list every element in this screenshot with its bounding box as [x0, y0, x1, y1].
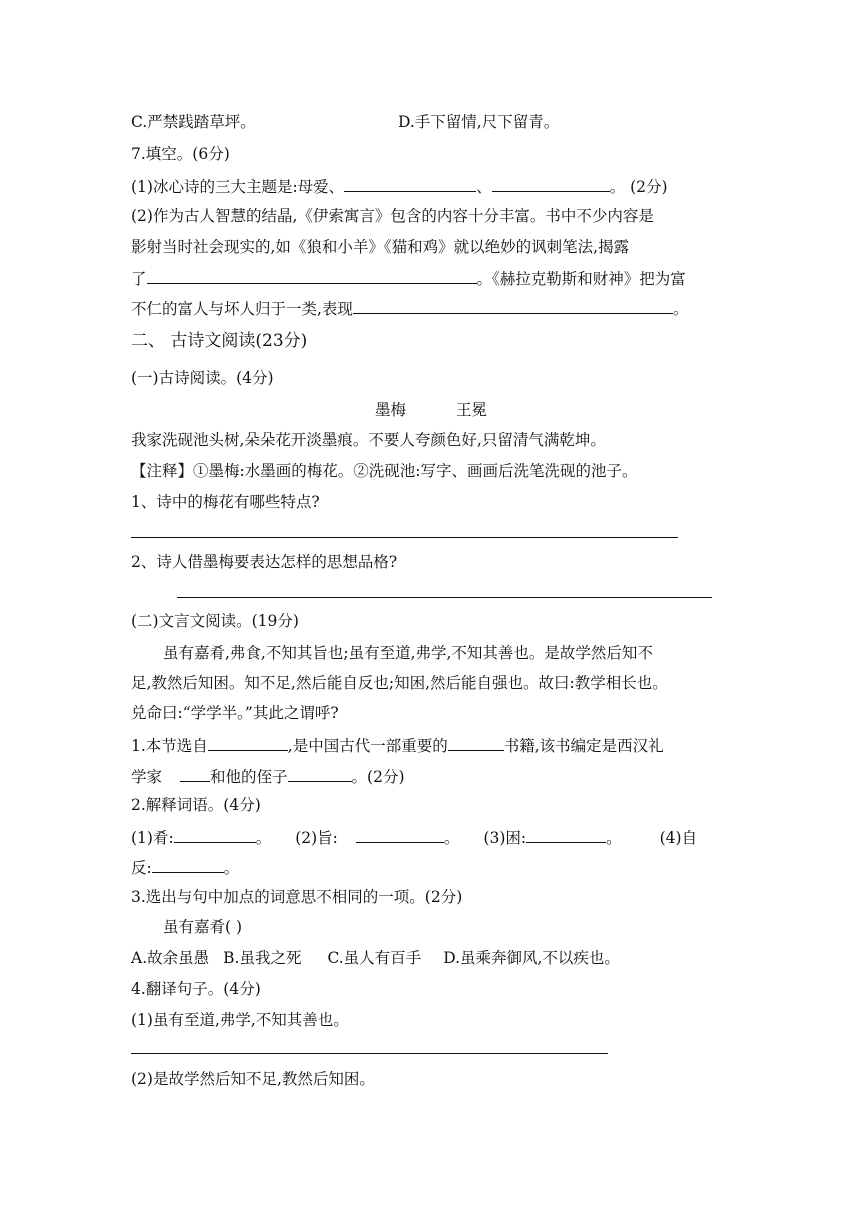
cq3-option-a: A.故余虽愚 — [131, 949, 210, 967]
cq2-items-cont — [131, 856, 239, 878]
answer-blank[interactable] — [180, 765, 210, 782]
cq2-item-4: (4)自 — [659, 829, 698, 847]
q7-part2-line4 — [131, 297, 688, 319]
answer-blank[interactable] — [353, 297, 673, 314]
q7-part2-text: 了 — [131, 270, 147, 288]
answer-blank[interactable] — [492, 175, 610, 192]
cq2-dot: 。 — [255, 829, 272, 847]
q7-part2-line3 — [131, 267, 686, 289]
answer-blank[interactable] — [448, 734, 504, 751]
classical-text-line3: 兑命曰:“学学半。”其此之谓呼? — [131, 704, 339, 722]
cq2-items — [131, 826, 697, 848]
classical-heading: (二)文言文阅读。(19分) — [131, 612, 299, 630]
cq4-title: 4.翻译句子。(4分) — [131, 980, 261, 998]
poem-heading: (一)古诗阅读。(4分) — [131, 369, 274, 387]
poem-note: 【注释】①墨梅:水墨画的梅花。②洗砚池:写字、画画后洗笔洗砚的池子。 — [131, 462, 638, 480]
cq3-sentence: 虽有嘉肴( ) — [163, 918, 243, 936]
answer-blank[interactable] — [147, 267, 477, 284]
q7-part2-end: 。 — [672, 300, 689, 318]
cq1-text: 1.本节选自 — [131, 737, 208, 755]
q7-part2-line1: (2)作为古人智慧的结晶,《伊索寓言》包含的内容十分丰富。书中不少内容是 — [131, 207, 654, 225]
cq4-item-1: (1)虽有至道,弗学,不知其善也。 — [131, 1011, 349, 1029]
cq1-line2 — [131, 765, 405, 787]
cq1-line1 — [131, 734, 664, 756]
q7-part2-text: 不仁的富人与坏人归于一类,表现 — [131, 300, 353, 318]
option-c: C.严禁践踏草坪。 — [131, 113, 256, 131]
q7-part1-end: 。 (2分) — [609, 178, 668, 196]
poem-question-2: 2、诗人借墨梅要表达怎样的思想品格? — [131, 553, 398, 571]
poem-author: 王冕 — [456, 401, 488, 419]
poem-title: 墨梅 — [375, 401, 407, 419]
cq2-title: 2.解释词语。(4分) — [131, 796, 261, 814]
q7-part2-line2: 影射当时社会现实的,如《狼和小羊》《猫和鸡》就以绝妙的讽刺笔法,揭露 — [131, 238, 630, 256]
cq1-text: ,是中国古代一部重要的 — [287, 737, 448, 755]
cq2-item-4-cont: 反: — [131, 859, 152, 877]
answer-blank[interactable] — [152, 856, 224, 873]
cq2-item-3: (3)困: — [483, 829, 527, 847]
answer-line[interactable] — [131, 537, 678, 538]
cq2-dot: 。 — [223, 859, 240, 877]
cq1-text: 学家 — [131, 768, 163, 786]
cq1-text: 和他的侄子 — [210, 768, 288, 786]
answer-blank[interactable] — [208, 734, 288, 751]
cq3-option-c: C.虽人有百手 — [327, 949, 422, 967]
answer-blank[interactable] — [344, 175, 476, 192]
cq2-dot: 。 — [443, 829, 460, 847]
cq1-text: 。(2分) — [351, 768, 405, 786]
answer-blank[interactable] — [526, 826, 606, 843]
cq4-item-2: (2)是故学然后知不足,教然后知困。 — [131, 1070, 375, 1088]
cq3-option-d: D.虽乘奔御风,不以疾也。 — [443, 949, 620, 967]
cq3-title: 3.选出与句中加点的词意思不相同的一项。(2分) — [131, 888, 463, 906]
option-d: D.手下留情,尺下留青。 — [398, 113, 560, 131]
cq2-item-1: (1)肴: — [131, 829, 174, 847]
classical-text-line1: 虽有嘉肴,弗食,不知其旨也;虽有至道,弗学,不知其善也。是故学然后知不 — [163, 644, 653, 662]
cq2-item-2: (2)旨: — [295, 829, 338, 847]
cq3-option-b: B.虽我之死 — [223, 949, 302, 967]
q7-part1-sep: 、 — [476, 178, 492, 196]
q7-part1 — [131, 175, 668, 197]
answer-line[interactable] — [177, 597, 712, 598]
answer-blank[interactable] — [174, 826, 256, 843]
answer-blank[interactable] — [288, 765, 352, 782]
q7-part2-text: 。《赫拉克勒斯和财神》把为富 — [476, 270, 686, 288]
cq3-options — [131, 948, 620, 968]
poem-text: 我家洗砚池头树,朵朵花开淡墨痕。不要人夸颜色好,只留清气满乾坤。 — [131, 431, 606, 449]
section-heading: 二、 古诗文阅读(23分) — [131, 331, 308, 351]
answer-blank[interactable] — [356, 826, 444, 843]
classical-text-line2: 足,教然后知困。知不足,然后能自反也;知困,然后能自强也。故曰:教学相长也。 — [131, 674, 668, 692]
answer-line[interactable] — [131, 1053, 608, 1054]
cq1-text: 书籍,该书编定是西汉礼 — [503, 737, 664, 755]
cq2-dot: 。 — [606, 829, 622, 847]
q7-title: 7.填空。(6分) — [131, 145, 230, 163]
q7-part1-text: (1)冰心诗的三大主题是:母爱、 — [131, 178, 345, 196]
poem-question-1: 1、诗中的梅花有哪些特点? — [131, 493, 320, 511]
